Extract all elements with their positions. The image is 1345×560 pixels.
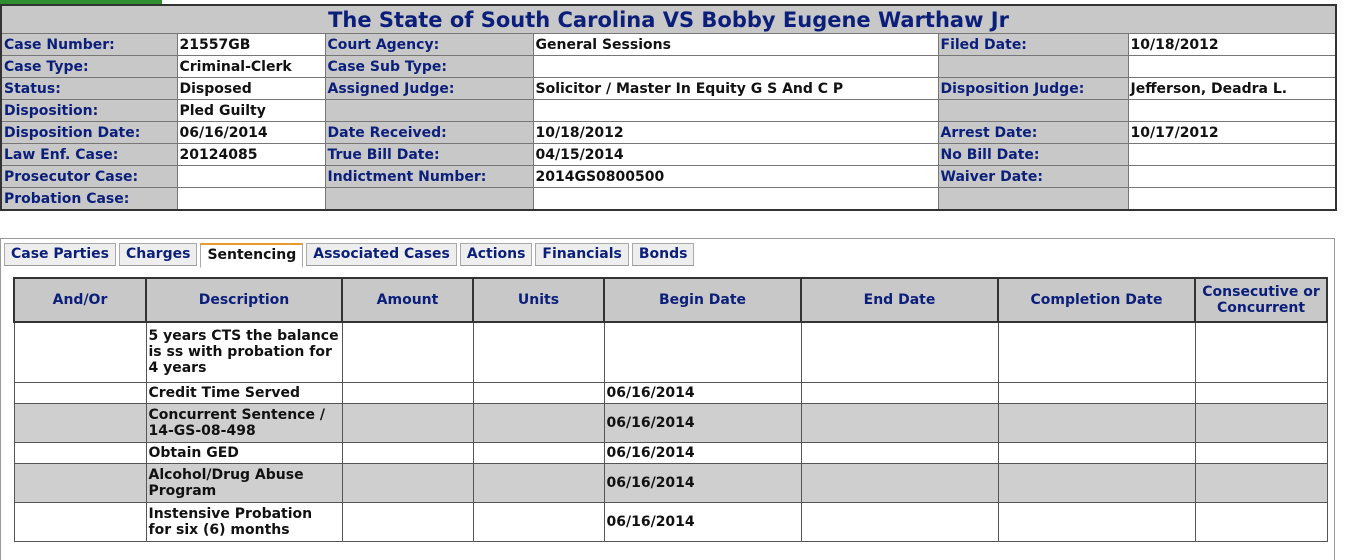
table-cell — [342, 403, 473, 442]
case-field-label — [325, 188, 533, 211]
case-field-label: Prosecutor Case: — [1, 166, 177, 188]
table-cell — [342, 382, 473, 403]
table-cell — [1195, 502, 1327, 541]
column-header: Begin Date — [604, 278, 801, 322]
tab-bonds[interactable]: Bonds — [632, 243, 695, 266]
table-cell — [801, 382, 998, 403]
table-cell — [1195, 403, 1327, 442]
case-info-row — [1, 100, 1336, 122]
case-info-row — [1, 56, 1336, 78]
case-info-row — [1, 34, 1336, 56]
table-row — [14, 382, 1327, 403]
case-field-label: Case Type: — [1, 56, 177, 78]
tab-sentencing[interactable]: Sentencing — [200, 243, 303, 268]
case-field-label: Case Sub Type: — [325, 56, 533, 78]
table-cell — [998, 502, 1195, 541]
table-cell: 06/16/2014 — [604, 403, 801, 442]
tab-charges[interactable]: Charges — [119, 243, 197, 266]
table-cell — [1195, 322, 1327, 382]
table-cell — [801, 463, 998, 502]
case-field-value: 06/16/2014 — [177, 122, 325, 144]
case-field-value: Criminal-Clerk — [177, 56, 325, 78]
case-field-value: 04/15/2014 — [533, 144, 938, 166]
case-field-value: General Sessions — [533, 34, 938, 56]
case-field-label: Indictment Number: — [325, 166, 533, 188]
table-cell — [998, 382, 1195, 403]
table-cell — [342, 463, 473, 502]
case-info-row — [1, 122, 1336, 144]
table-cell — [1195, 382, 1327, 403]
table-cell — [14, 382, 146, 403]
case-field-label: Filed Date: — [938, 34, 1128, 56]
case-field-value: 10/17/2012 — [1128, 122, 1336, 144]
column-header: Description — [146, 278, 342, 322]
case-field-value — [177, 188, 325, 211]
case-field-value — [533, 100, 938, 122]
table-cell — [14, 463, 146, 502]
tab-case-parties[interactable]: Case Parties — [4, 243, 116, 266]
case-field-value: 20124085 — [177, 144, 325, 166]
case-field-label: No Bill Date: — [938, 144, 1128, 166]
table-cell: 06/16/2014 — [604, 463, 801, 502]
table-cell — [998, 322, 1195, 382]
case-field-value: 21557GB — [177, 34, 325, 56]
table-cell — [14, 442, 146, 463]
sentencing-header-row — [14, 278, 1327, 322]
table-cell — [801, 403, 998, 442]
case-field-value: 10/18/2012 — [533, 122, 938, 144]
case-field-value: 10/18/2012 — [1128, 34, 1336, 56]
table-cell: Concurrent Sentence / 14-GS-08-498 — [146, 403, 342, 442]
table-cell — [998, 403, 1195, 442]
table-cell — [801, 322, 998, 382]
table-row — [14, 322, 1327, 382]
table-cell — [473, 502, 604, 541]
case-field-value — [1128, 144, 1336, 166]
case-field-label: Case Number: — [1, 34, 177, 56]
table-cell: Credit Time Served — [146, 382, 342, 403]
case-field-value — [1128, 188, 1336, 211]
case-info-row — [1, 188, 1336, 211]
table-cell — [14, 322, 146, 382]
column-header: Units — [473, 278, 604, 322]
table-cell — [998, 442, 1195, 463]
case-field-label: Assigned Judge: — [325, 78, 533, 100]
table-cell: 06/16/2014 — [604, 382, 801, 403]
column-header: Consecutive or Concurrent — [1195, 278, 1327, 322]
case-field-label: Law Enf. Case: — [1, 144, 177, 166]
case-field-value: Jefferson, Deadra L. — [1128, 78, 1336, 100]
table-cell — [14, 403, 146, 442]
sentencing-table — [13, 277, 1328, 542]
case-tab-panel — [0, 238, 1335, 560]
case-field-label — [938, 100, 1128, 122]
table-cell: 06/16/2014 — [604, 502, 801, 541]
table-cell — [342, 322, 473, 382]
table-cell — [14, 502, 146, 541]
case-info-row — [1, 166, 1336, 188]
tab-associated-cases[interactable]: Associated Cases — [306, 243, 457, 266]
table-cell — [473, 403, 604, 442]
case-field-label: Court Agency: — [325, 34, 533, 56]
table-cell — [1195, 463, 1327, 502]
table-cell: 5 years CTS the balance is ss with probation for 4 years — [146, 322, 342, 382]
case-field-label: Disposition Date: — [1, 122, 177, 144]
case-field-value — [1128, 166, 1336, 188]
case-field-label: Status: — [1, 78, 177, 100]
table-cell — [473, 463, 604, 502]
table-cell: 06/16/2014 — [604, 442, 801, 463]
case-field-label: Disposition Judge: — [938, 78, 1128, 100]
tab-actions[interactable]: Actions — [460, 243, 533, 266]
table-cell: Alcohol/Drug Abuse Program — [146, 463, 342, 502]
table-cell — [1195, 442, 1327, 463]
case-title: The State of South Carolina VS Bobby Eugene Warthaw Jr — [1, 5, 1336, 34]
case-field-value: Disposed — [177, 78, 325, 100]
case-field-label — [325, 100, 533, 122]
case-header-table — [0, 4, 1337, 211]
case-field-label: Disposition: — [1, 100, 177, 122]
table-cell: Obtain GED — [146, 442, 342, 463]
case-field-label — [938, 188, 1128, 211]
case-field-value — [533, 188, 938, 211]
table-cell: Instensive Probation for six (6) months — [146, 502, 342, 541]
table-cell — [604, 322, 801, 382]
case-field-value — [533, 56, 938, 78]
table-cell — [473, 442, 604, 463]
case-field-value — [1128, 100, 1336, 122]
column-header: Completion Date — [998, 278, 1195, 322]
case-field-label: True Bill Date: — [325, 144, 533, 166]
case-field-value: Solicitor / Master In Equity G S And C P — [533, 78, 938, 100]
table-cell — [473, 382, 604, 403]
table-row — [14, 502, 1327, 541]
table-cell — [998, 463, 1195, 502]
case-field-value: Pled Guilty — [177, 100, 325, 122]
case-field-label: Probation Case: — [1, 188, 177, 211]
column-header: Amount — [342, 278, 473, 322]
column-header: And/Or — [14, 278, 146, 322]
tab-financials[interactable]: Financials — [535, 243, 628, 266]
case-field-label: Waiver Date: — [938, 166, 1128, 188]
case-field-label — [938, 56, 1128, 78]
table-cell — [342, 502, 473, 541]
table-cell — [801, 442, 998, 463]
case-info-row — [1, 78, 1336, 100]
table-cell — [473, 322, 604, 382]
case-field-label: Date Received: — [325, 122, 533, 144]
table-row — [14, 463, 1327, 502]
case-field-value — [177, 166, 325, 188]
case-tabs — [4, 243, 694, 268]
table-cell — [342, 442, 473, 463]
case-info-row — [1, 144, 1336, 166]
table-row — [14, 442, 1327, 463]
case-field-label: Arrest Date: — [938, 122, 1128, 144]
table-cell — [801, 502, 998, 541]
column-header: End Date — [801, 278, 998, 322]
table-row — [14, 403, 1327, 442]
case-field-value — [1128, 56, 1336, 78]
case-field-value: 2014GS0800500 — [533, 166, 938, 188]
